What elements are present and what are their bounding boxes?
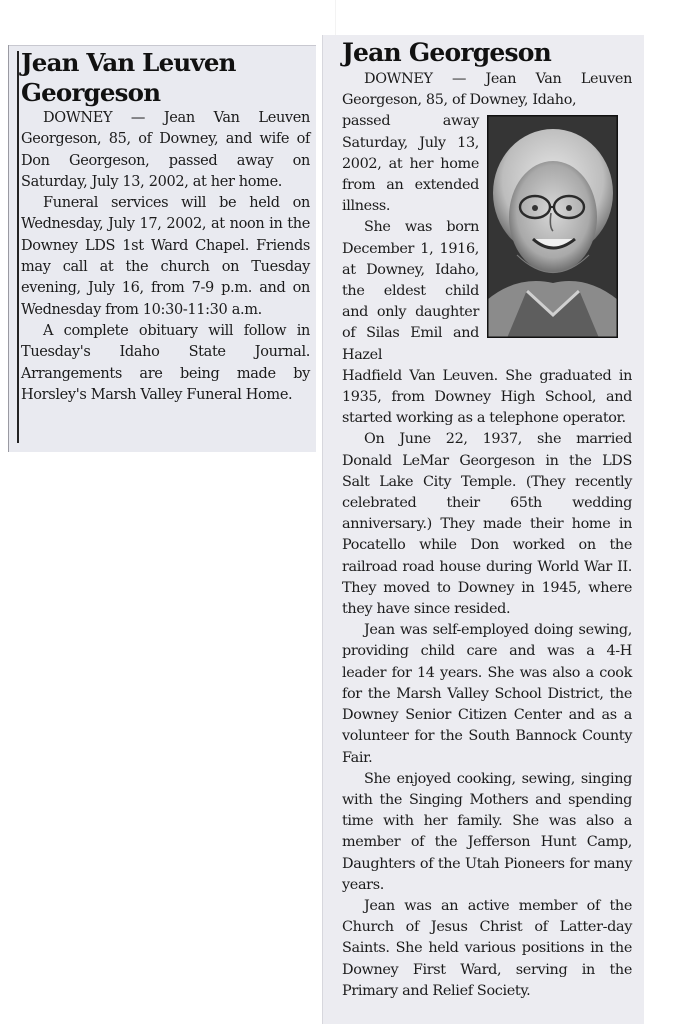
obituary-paragraph: On June 22, 1937, she married Donald LeMar Georgeson in the LDS Salt Lake City Temple. (They recently celebrated their 65th wedding anniversary.) They made their home in Pocatello while Don worked on the railroad road house during World War II. They moved to Downey in 1945, where they have since resided.	[342, 431, 632, 618]
birth-text: She was born December 1, 1916, at Downey, Idaho, the eldest child and only daughter of Silas Emil and Hazel	[342, 219, 479, 363]
obituary-paragraph	[342, 217, 490, 365]
obituary-paragraph: DOWNEY — Jean Van Leuven Georgeson, 85, of Downey, Idaho,	[342, 71, 632, 109]
notice-paragraph: DOWNEY — Jean Van Leuven Georgeson, 85, of Downey, and wife of Don Georgeson, passed away on Saturday, July 13, 2002, at her home.	[21, 110, 310, 190]
obituary-clipping	[322, 35, 644, 1024]
obituary-paragraph: Jean was self-employed doing sewing, providing child care and was a 4-H leader for 14 years. She was also a cook for the Marsh Valley School District, the Downey Senior Citizen Center and as a volunteer for the South Bannock County Fair.	[342, 622, 632, 766]
notice-paragraph: A complete obituary will follow in Tuesday's Idaho State Journal. Arrangements are being made by Horsley's Marsh Valley Funeral Home.	[21, 322, 310, 403]
portrait-image	[487, 115, 618, 338]
notice-headline: Jean Van Leuven Georgeson	[21, 48, 236, 107]
obituary-paragraph: She enjoyed cooking, sewing, singing with the Singing Mothers and spending time with her family. She was also a member of the Jefferson Hunt Camp, Daughters of the Utah Pioneers for many years.	[342, 770, 632, 893]
funeral-notice-clipping	[8, 45, 316, 452]
obituary-paragraph: Hadfield Van Leuven. She graduated in 1935, from Downey High School, and started working as a telephone operator.	[342, 367, 632, 427]
obituary-headline: Jean Georgeson	[342, 38, 552, 67]
notice-paragraph: Funeral services will be held on Wednesday, July 17, 2002, at noon in the Downey LDS 1st Ward Chapel. Friends may call at the church on Tuesday evening, July 16, from 7-9 p.m. and on Wednesday from 10:30-11:30 a.m.	[21, 195, 310, 318]
obituary-paragraph: passed away Saturday, July 13, 2002, at her home from an extended illness.	[342, 113, 479, 215]
portrait-photo	[487, 115, 618, 338]
obituary-paragraph: Jean was an active member of the Church of Jesus Christ of Latter-day Saints. She held various positions in the Downey First Ward, serving in the Primary and Relief Society.	[342, 897, 632, 999]
notice-body	[21, 108, 310, 406]
obituary-body	[342, 69, 632, 1002]
